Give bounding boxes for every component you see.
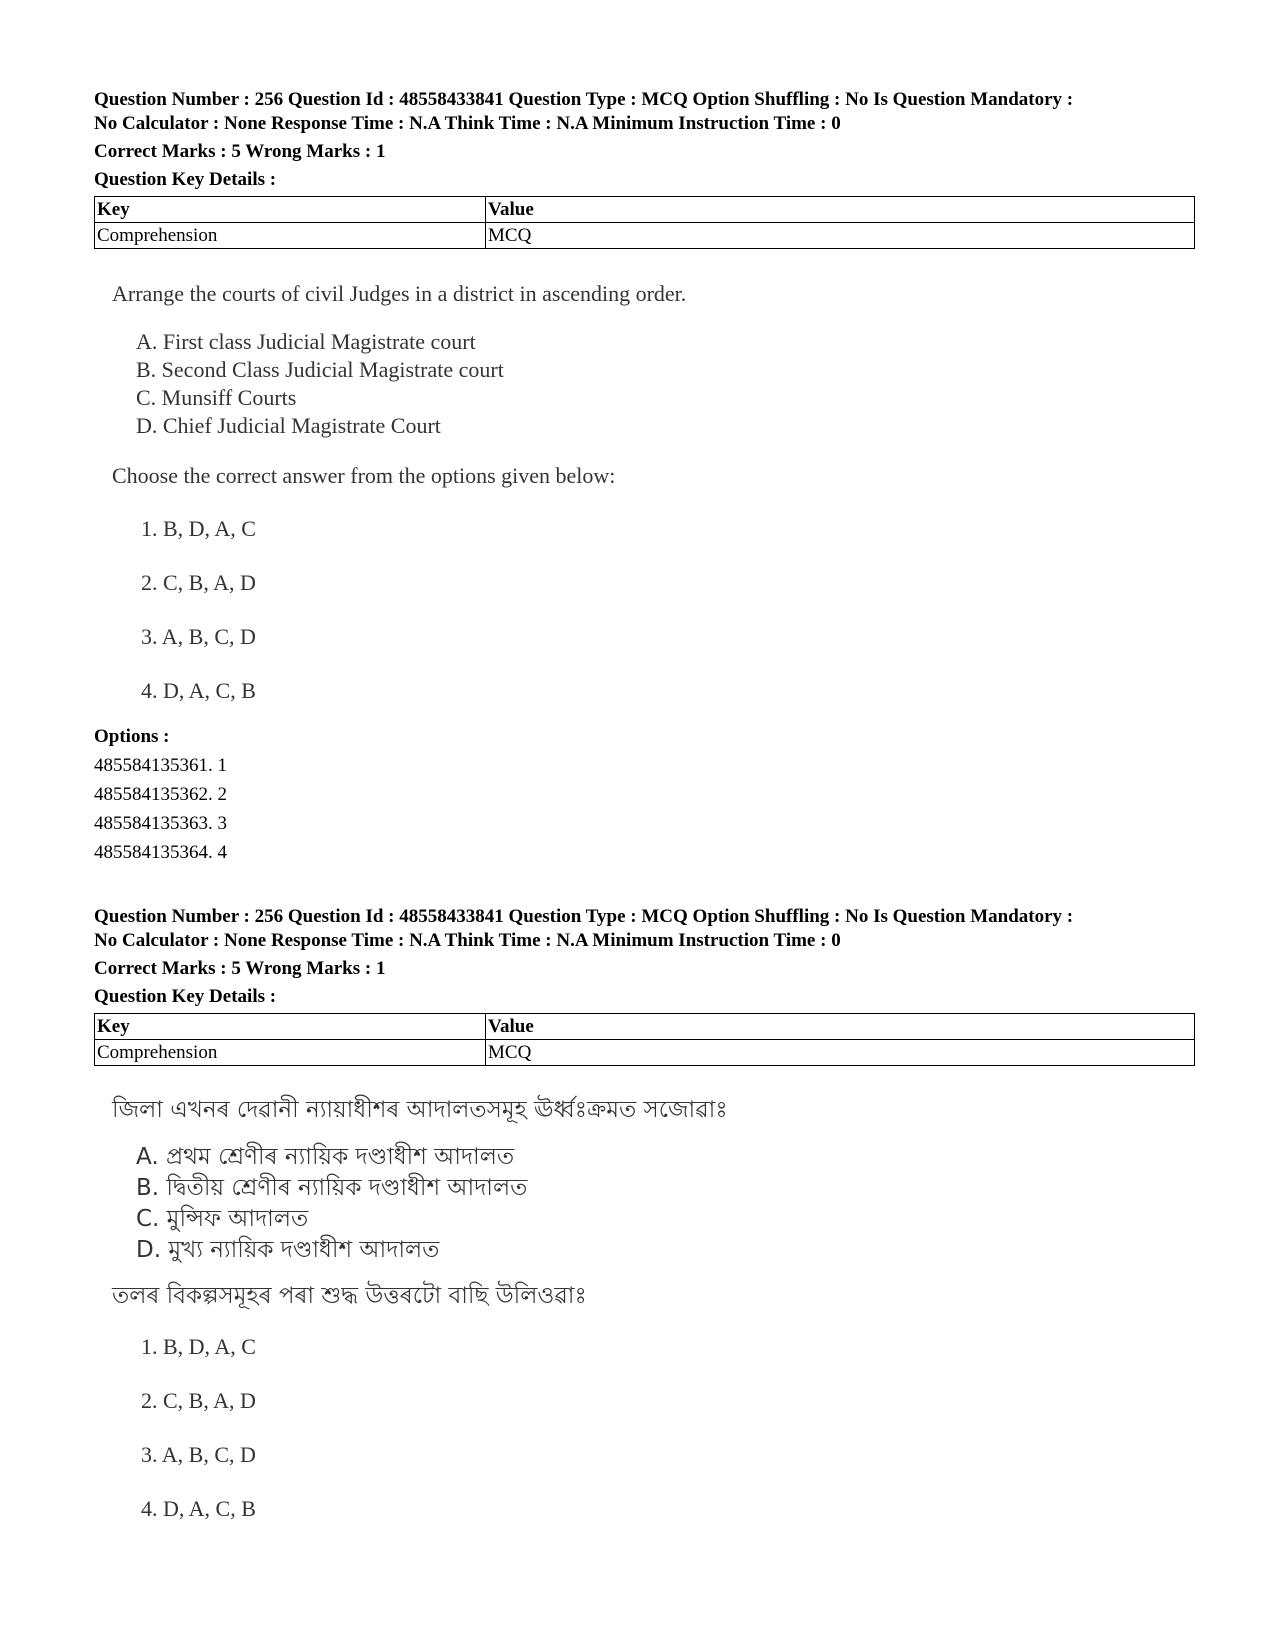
choice-list <box>141 1320 1094 1536</box>
table-row <box>95 1040 1195 1066</box>
question-body-assamese <box>94 1096 1094 1536</box>
option-item: 485584135361. 1 <box>94 755 227 776</box>
statement-item: D. মুখ্য ন্যায়িক দণ্ডাধীশ আদালত <box>136 1237 440 1263</box>
statement-item: C. Munsiff Courts <box>136 385 297 410</box>
statement-item: D. Chief Judicial Magistrate Court <box>136 413 441 438</box>
choice-item: 3. A, B, C, D <box>141 624 256 649</box>
option-item: 485584135363. 3 <box>94 813 227 834</box>
question-meta-line-1: Question Number : 256 Question Id : 48558433841 Question Type : MCQ Option Shuffling : No Is Question Mandatory : <box>94 89 1074 110</box>
options-heading: Options : <box>94 726 170 747</box>
option-item: 485584135364. 4 <box>94 842 227 863</box>
choice-item: 1. B, D, A, C <box>141 1334 256 1359</box>
choice-item: 1. B, D, A, C <box>141 516 256 541</box>
marks-line: Correct Marks : 5 Wrong Marks : 1 <box>94 141 386 162</box>
table-header-value: Value <box>486 1014 1195 1040</box>
table-cell-key: Comprehension <box>95 223 486 249</box>
table-row <box>95 223 1195 249</box>
key-details-heading: Question Key Details : <box>94 169 277 190</box>
choice-item: 3. A, B, C, D <box>141 1442 256 1467</box>
option-item: 485584135362. 2 <box>94 784 227 805</box>
choice-list <box>141 502 1094 718</box>
statement-list <box>136 1142 1094 1266</box>
table-cell-value: MCQ <box>486 223 1195 249</box>
choice-item: 2. C, B, A, D <box>141 570 256 595</box>
question-header-1 <box>94 88 1194 249</box>
choice-item: 2. C, B, A, D <box>141 1388 256 1413</box>
table-header-row <box>95 197 1195 223</box>
question-instruction: তলৰ বিকল্পসমূহৰ পৰা শুদ্ধ উত্তৰটো বাছি উলিওৱাঃ <box>112 1283 587 1309</box>
question-meta-line-2: No Calculator : None Response Time : N.A Think Time : N.A Minimum Instruction Time : 0 <box>94 930 841 951</box>
statement-list <box>136 328 1094 440</box>
key-details-table <box>94 196 1195 249</box>
question-instruction: Choose the correct answer from the options given below: <box>112 463 616 488</box>
choice-item: 4. D, A, C, B <box>141 678 256 703</box>
choice-item: 4. D, A, C, B <box>141 1496 256 1521</box>
table-cell-key: Comprehension <box>95 1040 486 1066</box>
question-body-english <box>94 280 1094 718</box>
question-meta-line-2: No Calculator : None Response Time : N.A Think Time : N.A Minimum Instruction Time : 0 <box>94 113 841 134</box>
statement-item: A. First class Judicial Magistrate court <box>136 329 476 354</box>
marks-line: Correct Marks : 5 Wrong Marks : 1 <box>94 958 386 979</box>
options-section <box>94 722 1194 867</box>
table-header-row <box>95 1014 1195 1040</box>
table-header-key: Key <box>95 197 486 223</box>
table-header-key: Key <box>95 1014 486 1040</box>
question-header-2 <box>94 905 1194 1066</box>
table-header-value: Value <box>486 197 1195 223</box>
question-meta-line-1: Question Number : 256 Question Id : 48558433841 Question Type : MCQ Option Shuffling : No Is Question Mandatory : <box>94 906 1074 927</box>
question-stem: Arrange the courts of civil Judges in a district in ascending order. <box>112 281 687 306</box>
statement-item: A. প্ৰথম শ্ৰেণীৰ ন্যায়িক দণ্ডাধীশ আদালত <box>136 1144 515 1170</box>
table-cell-value: MCQ <box>486 1040 1195 1066</box>
statement-item: C. মুন্সিফ আদালত <box>136 1206 309 1232</box>
question-stem: জিলা এখনৰ দেৱানী ন্যায়াধীশৰ আদালতসমূহ ঊৰ্ধ্বঃক্ৰমত সজোৱাঃ <box>112 1097 728 1123</box>
statement-item: B. Second Class Judicial Magistrate court <box>136 357 504 382</box>
key-details-heading: Question Key Details : <box>94 986 277 1007</box>
statement-item: B. দ্বিতীয় শ্ৰেণীৰ ন্যায়িক দণ্ডাধীশ আদালত <box>136 1175 528 1201</box>
key-details-table <box>94 1013 1195 1066</box>
